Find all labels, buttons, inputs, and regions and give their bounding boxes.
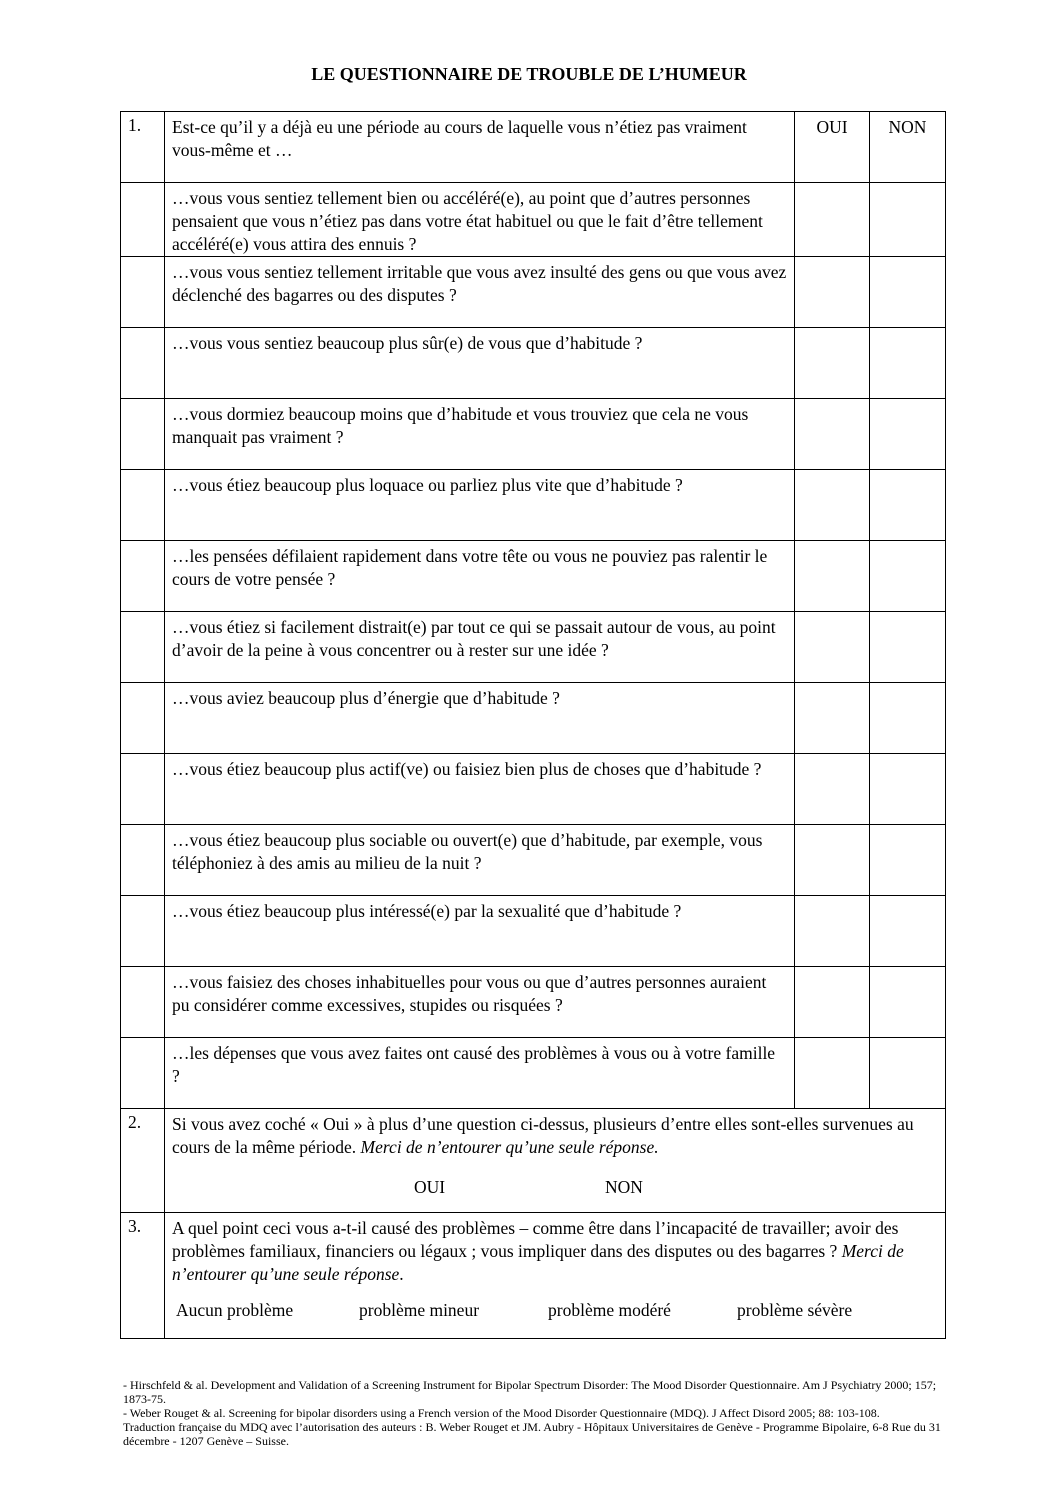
q1-item-text: …les dépenses que vous avez faites ont causé des problèmes à vous ou à votre famille ? (165, 1038, 795, 1109)
number-cell (121, 825, 165, 896)
q1-item-text: …vous vous sentiez tellement bien ou accéléré(e), au point que d’autres personnes pensaient que vous n’étiez pas dans votre état habituel ou que le fait d’être tellement accéléré(e) vous attira des ennuis ? (165, 183, 795, 257)
number-cell (121, 328, 165, 399)
q1-item-text: …vous dormiez beaucoup moins que d’habitude et vous trouviez que cela ne vous manquait pas vraiment ? (165, 399, 795, 470)
translation-credit: Traduction française du MDQ avec l’autorisation des auteurs : B. Weber Rouget et JM. Aubry - Hôpitaux Universitaires de Genève - Programme Bipolaire, 6-8 Rue du 31 décembre - 1207 Genève – Suisse. (123, 1420, 941, 1448)
q1-intro: Est-ce qu’il y a déjà eu une période au cours de laquelle vous n’étiez pas vraiment vous-même et … (165, 112, 795, 183)
no-checkbox-cell[interactable] (870, 257, 946, 328)
q3-option-severe[interactable]: problème sévère (737, 1300, 853, 1320)
q2-text: Si vous avez coché « Oui » à plus d’une question ci-dessus, plusieurs d’entre elles sont-elles survenues au cours de la même période. (172, 1114, 914, 1157)
number-cell (121, 183, 165, 257)
q1-item-row (121, 1038, 946, 1109)
q3-row (121, 1213, 946, 1339)
q3-instruction-end: . (399, 1264, 404, 1284)
q1-item-row (121, 683, 946, 754)
number-cell (121, 683, 165, 754)
q1-number: 1. (121, 112, 165, 183)
number-cell (121, 754, 165, 825)
q1-item-text: …vous étiez si facilement distrait(e) par tout ce qui se passait autour de vous, au point d’avoir de la peine à vous concentrer ou à rester sur une idée ? (165, 612, 795, 683)
q3-number: 3. (121, 1213, 165, 1339)
q2-options (172, 1172, 938, 1212)
questionnaire-table (120, 111, 946, 1339)
number-cell (121, 399, 165, 470)
q1-item-text: …vous faisiez des choses inhabituelles pour vous ou que d’autres personnes auraient pu considérer comme excessives, stupides ou risquées ? (165, 967, 795, 1038)
yes-checkbox-cell[interactable] (795, 541, 870, 612)
number-cell (121, 470, 165, 541)
no-checkbox-cell[interactable] (870, 183, 946, 257)
number-cell (121, 257, 165, 328)
yes-checkbox-cell[interactable] (795, 257, 870, 328)
q1-item-row (121, 257, 946, 328)
q1-item-text: …vous étiez beaucoup plus loquace ou parliez plus vite que d’habitude ? (165, 470, 795, 541)
no-checkbox-cell[interactable] (870, 328, 946, 399)
yes-checkbox-cell[interactable] (795, 896, 870, 967)
document-title: LE QUESTIONNAIRE DE TROUBLE DE L’HUMEUR (311, 64, 747, 84)
yes-checkbox-cell[interactable] (795, 470, 870, 541)
q2-option-no[interactable]: NON (605, 1177, 643, 1197)
q1-item-row (121, 612, 946, 683)
q1-item-row (121, 328, 946, 399)
q3-option-none[interactable]: Aucun problème (176, 1300, 294, 1320)
q1-item-text: …vous aviez beaucoup plus d’énergie que d’habitude ? (165, 683, 795, 754)
no-checkbox-cell[interactable] (870, 470, 946, 541)
q3-instruction: Merci de n’entourer qu’une seule réponse (172, 1241, 904, 1284)
no-checkbox-cell[interactable] (870, 1038, 946, 1109)
no-checkbox-cell[interactable] (870, 967, 946, 1038)
q1-item-row (121, 825, 946, 896)
yes-checkbox-cell[interactable] (795, 754, 870, 825)
q1-item-text: …vous étiez beaucoup plus intéressé(e) par la sexualité que d’habitude ? (165, 896, 795, 967)
number-cell (121, 967, 165, 1038)
q3-option-minor[interactable]: problème mineur (359, 1300, 480, 1320)
column-no-header: NON (870, 112, 946, 183)
yes-checkbox-cell[interactable] (795, 399, 870, 470)
yes-checkbox-cell[interactable] (795, 612, 870, 683)
number-cell (121, 896, 165, 967)
q1-item-text: …les pensées défilaient rapidement dans votre tête ou vous ne pouviez pas ralentir le cours de votre pensée ? (165, 541, 795, 612)
yes-checkbox-cell[interactable] (795, 183, 870, 257)
q2-option-yes[interactable]: OUI (414, 1177, 446, 1197)
q1-item-text: …vous étiez beaucoup plus sociable ou ouvert(e) que d’habitude, par exemple, vous téléphoniez à des amis au milieu de la nuit ? (165, 825, 795, 896)
no-checkbox-cell[interactable] (870, 541, 946, 612)
reference-hirschfeld: - Hirschfeld & al. Development and Validation of a Screening Instrument for Bipolar Spectrum Disorder: The Mood Disorder Questionnaire. Am J Psychiatry 2000; 157; 1873-75. (123, 1378, 937, 1406)
q1-item-row (121, 896, 946, 967)
q3-options (172, 1297, 938, 1331)
yes-checkbox-cell[interactable] (795, 1038, 870, 1109)
column-yes-header: OUI (795, 112, 870, 183)
yes-checkbox-cell[interactable] (795, 683, 870, 754)
no-checkbox-cell[interactable] (870, 683, 946, 754)
q1-item-row (121, 183, 946, 257)
no-checkbox-cell[interactable] (870, 399, 946, 470)
q1-header-row (121, 112, 946, 183)
q2-instruction: Merci de n’entourer qu’une seule réponse. (360, 1137, 659, 1157)
q3-option-moderate[interactable]: problème modéré (548, 1300, 671, 1320)
q2-row (121, 1109, 946, 1213)
no-checkbox-cell[interactable] (870, 896, 946, 967)
no-checkbox-cell[interactable] (870, 754, 946, 825)
q1-item-row (121, 470, 946, 541)
q2-cell (165, 1109, 946, 1213)
q1-item-row (121, 754, 946, 825)
q1-item-row (121, 967, 946, 1038)
q3-text: A quel point ceci vous a-t-il causé des problèmes – comme être dans l’incapacité de travailler; avoir des problèmes familiaux, financiers ou légaux ; vous impliquer dans des disputes ou des bagarres ? (172, 1218, 899, 1261)
number-cell (121, 541, 165, 612)
q1-item-row (121, 399, 946, 470)
q3-cell (165, 1213, 946, 1339)
references-footer (123, 1378, 943, 1448)
reference-weber-rouget: - Weber Rouget & al. Screening for bipolar disorders using a French version of the Mood Disorder Questionnaire (MDQ). J Affect Disord 2005; 88: 103-108. (123, 1406, 880, 1420)
yes-checkbox-cell[interactable] (795, 967, 870, 1038)
q1-item-text: …vous étiez beaucoup plus actif(ve) ou faisiez bien plus de choses que d’habitude ? (165, 754, 795, 825)
q1-item-text: …vous vous sentiez tellement irritable que vous avez insulté des gens ou que vous avez déclenché des bagarres ou des disputes ? (165, 257, 795, 328)
q1-item-row (121, 541, 946, 612)
no-checkbox-cell[interactable] (870, 825, 946, 896)
no-checkbox-cell[interactable] (870, 612, 946, 683)
q2-number: 2. (121, 1109, 165, 1213)
yes-checkbox-cell[interactable] (795, 328, 870, 399)
number-cell (121, 612, 165, 683)
number-cell (121, 1038, 165, 1109)
yes-checkbox-cell[interactable] (795, 825, 870, 896)
q1-item-text: …vous vous sentiez beaucoup plus sûr(e) de vous que d’habitude ? (165, 328, 795, 399)
